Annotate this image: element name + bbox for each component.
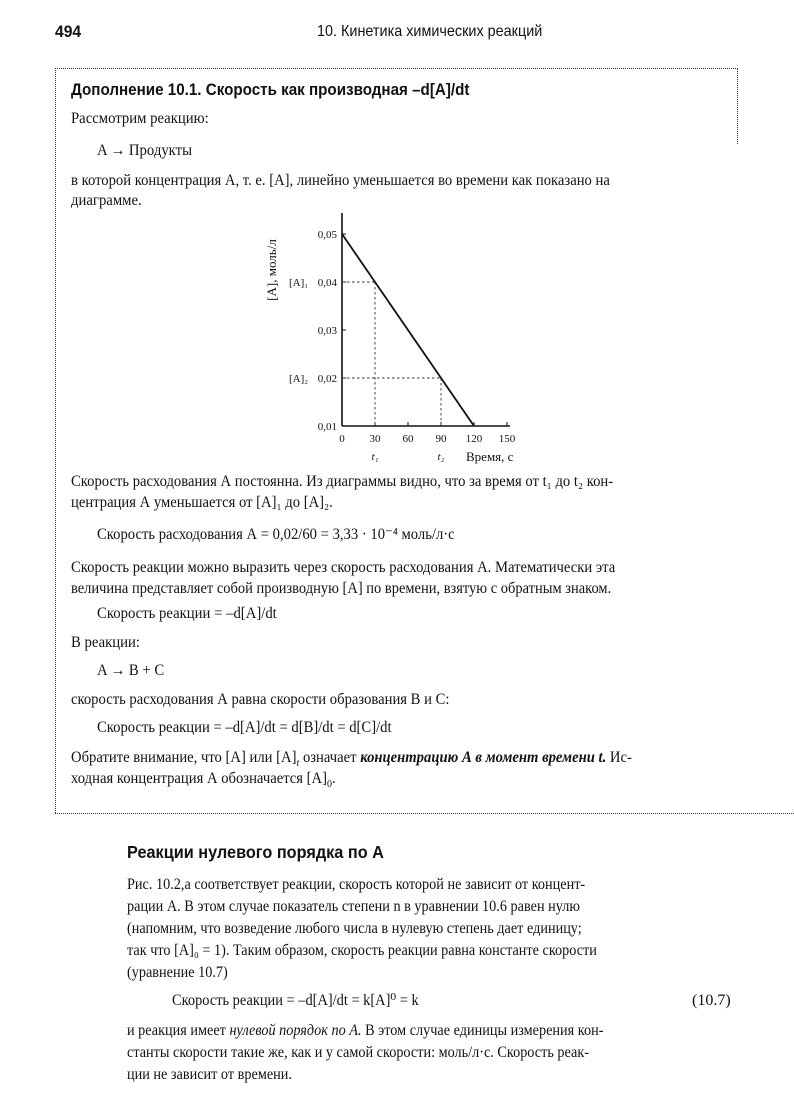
box-paragraph: центрация А уменьшается от [А]₁ до [А]₂. [71,494,333,511]
equation: Скорость реакции = –d[A]/dt [97,605,277,622]
emphasis: концентрацию А в момент времени t. [360,749,607,766]
y-tick-label: 0,02 [317,373,337,385]
x-tick-label: 60 [402,433,414,445]
section-paragraph: станты скорости такие же, как и у самой скорости: моль/л·с. Скорость реак- [127,1044,589,1061]
data-line [342,234,474,426]
text-run: и реакция имеет [127,1022,230,1039]
y-tick-label: 0,04 [317,277,337,289]
text-run: Обратите внимание, что [А] или [А] [71,749,297,766]
box-paragraph: Скорость реакции можно выразить через скорость расходования А. Математически эта [71,559,616,576]
section-paragraph: так что [А]₀ = 1). Таким образом, скорость реакции равна константе скорости [127,942,597,959]
equation: Скорость реакции = –d[A]/dt = d[B]/dt = d[C]/dt [97,719,392,736]
box-title: Дополнение 10.1. Скорость как производная –d[A]/dt [71,81,470,99]
section-paragraph: (напомним, что возведение любого числа в нулевую степень дает единицу; [127,920,582,937]
equation: A → Продукты [97,142,192,159]
text-run: . [332,770,336,787]
y-tick-label: 0,01 [317,421,337,433]
box-paragraph: Рассмотрим реакцию: [71,110,209,127]
x-tick-label: 0 [339,433,345,445]
section-paragraph: ции не зависит от времени. [127,1066,292,1083]
equation: Скорость расходования А = 0,02/60 = 3,33 · 10⁻⁴ моль/л·с [97,526,455,543]
section-paragraph: (уравнение 10.7) [127,964,228,981]
subscript: t [296,757,300,769]
annotation-t2: t₂ [437,451,445,463]
box-border-left [55,68,56,813]
x-tick-label: 150 [498,433,516,445]
box-paragraph: В реакции: [71,634,140,651]
text-run: Ис- [606,749,632,766]
box-paragraph: величина представляет собой производную [А] по времени, взятую с обратным знаком. [71,580,612,597]
concentration-time-chart [250,200,530,470]
annotation-a1: [A]₁ [289,277,309,289]
emphasis: нулевой порядок по А. [229,1022,362,1039]
equation-10-7: Скорость реакции = –d[A]/dt = k[A]⁰ = k [172,992,419,1009]
section-paragraph: Рис. 10.2,а соответствует реакции, скорость которой не зависит от концент- [127,876,586,893]
box-paragraph [71,768,336,795]
x-axis-label: Время, с [466,449,514,464]
box-paragraph: диаграмме. [71,192,142,209]
box-border-top [55,68,738,69]
section-title: Реакции нулевого порядка по А [127,842,384,862]
section-paragraph [127,1020,603,1042]
box-paragraph: скорость расходования А равна скорости образования В и С: [71,691,450,708]
box-border-right [737,68,738,144]
box-paragraph: в которой концентрация А, т. е. [А], линейно уменьшается во времени как показано на [71,172,610,189]
running-head: 10. Кинетика химических реакций [317,23,543,40]
page-number: 494 [55,22,82,41]
equation-number: (10.7) [692,992,731,1009]
text-run: В этом случае единицы измерения кон- [361,1022,604,1039]
x-tick-label: 90 [435,433,447,445]
x-tick-label: 30 [369,433,381,445]
subscript: 0 [326,778,333,790]
annotation-a2: [A]₂ [289,373,309,385]
y-axis-label: [A], моль/л [264,239,279,301]
box-paragraph: Скорость расходования А постоянна. Из диаграммы видно, что за время от t₁ до t₂ кон- [71,473,614,490]
equation: A → B + C [97,662,165,679]
annotation-t1: t₁ [371,451,379,463]
section-paragraph: рации А. В этом случае показатель степени n в уравнении 10.6 равен нулю [127,898,580,915]
box-border-bottom [55,813,794,814]
text-run: означает [299,749,361,766]
x-tick-label: 120 [465,433,483,445]
y-tick-label: 0,05 [317,229,337,241]
y-tick-label: 0,03 [317,325,337,337]
text-run: ходная концентрация А обозначается [А] [71,770,327,787]
